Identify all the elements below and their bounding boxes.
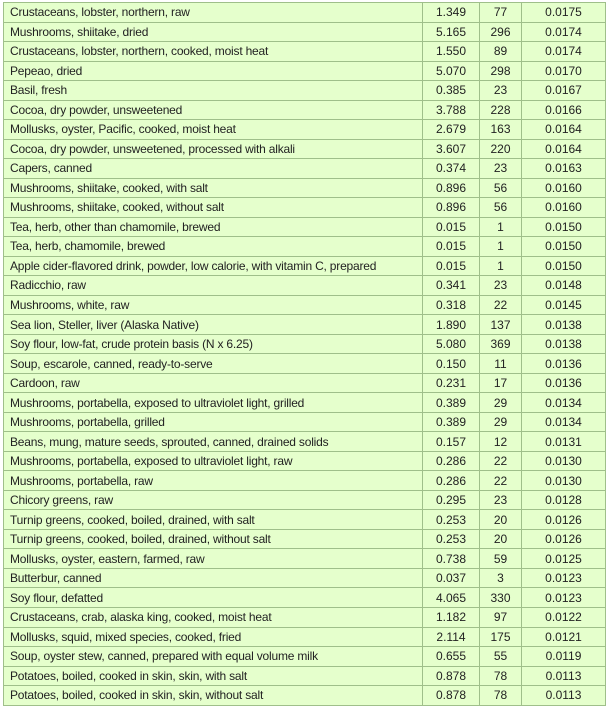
food-name-cell: Mushrooms, portabella, exposed to ultraviolet light, grilled — [4, 393, 423, 413]
calories-cell: 29 — [480, 412, 522, 432]
food-name-cell: Soy flour, defatted — [4, 588, 423, 608]
value-cell: 5.165 — [423, 22, 480, 42]
calories-cell: 23 — [480, 159, 522, 179]
ratio-cell: 0.0138 — [522, 315, 606, 335]
calories-cell: 23 — [480, 490, 522, 510]
ratio-cell: 0.0121 — [522, 627, 606, 647]
ratio-cell: 0.0136 — [522, 373, 606, 393]
ratio-cell: 0.0128 — [522, 490, 606, 510]
table-row — [4, 3, 606, 23]
table-row — [4, 412, 606, 432]
ratio-cell: 0.0150 — [522, 237, 606, 257]
table-row — [4, 315, 606, 335]
table-row — [4, 627, 606, 647]
calories-cell: 59 — [480, 549, 522, 569]
value-cell: 0.295 — [423, 490, 480, 510]
calories-cell: 97 — [480, 607, 522, 627]
table-row — [4, 276, 606, 296]
ratio-cell: 0.0126 — [522, 510, 606, 530]
ratio-cell: 0.0113 — [522, 666, 606, 686]
value-cell: 0.385 — [423, 81, 480, 101]
table-row — [4, 120, 606, 140]
table-row — [4, 354, 606, 374]
ratio-cell: 0.0125 — [522, 549, 606, 569]
ratio-cell: 0.0160 — [522, 178, 606, 198]
value-cell: 0.341 — [423, 276, 480, 296]
calories-cell: 137 — [480, 315, 522, 335]
table-row — [4, 666, 606, 686]
calories-cell: 330 — [480, 588, 522, 608]
calories-cell: 163 — [480, 120, 522, 140]
table-row — [4, 42, 606, 62]
table-row — [4, 198, 606, 218]
value-cell: 0.896 — [423, 178, 480, 198]
value-cell: 0.286 — [423, 451, 480, 471]
food-name-cell: Soup, escarole, canned, ready-to-serve — [4, 354, 423, 374]
ratio-cell: 0.0134 — [522, 412, 606, 432]
food-name-cell: Mushrooms, shiitake, dried — [4, 22, 423, 42]
food-name-cell: Mushrooms, portabella, grilled — [4, 412, 423, 432]
ratio-cell: 0.0138 — [522, 334, 606, 354]
food-name-cell: Cocoa, dry powder, unsweetened, processed with alkali — [4, 139, 423, 159]
value-cell: 3.788 — [423, 100, 480, 120]
ratio-cell: 0.0136 — [522, 354, 606, 374]
calories-cell: 22 — [480, 451, 522, 471]
ratio-cell: 0.0131 — [522, 432, 606, 452]
calories-cell: 1 — [480, 237, 522, 257]
value-cell: 2.679 — [423, 120, 480, 140]
value-cell: 0.389 — [423, 393, 480, 413]
value-cell: 0.015 — [423, 217, 480, 237]
calories-cell: 22 — [480, 295, 522, 315]
calories-cell: 29 — [480, 393, 522, 413]
table-row — [4, 588, 606, 608]
food-name-cell: Sea lion, Steller, liver (Alaska Native) — [4, 315, 423, 335]
calories-cell: 228 — [480, 100, 522, 120]
ratio-cell: 0.0174 — [522, 42, 606, 62]
table-row — [4, 373, 606, 393]
value-cell: 0.015 — [423, 237, 480, 257]
value-cell: 0.318 — [423, 295, 480, 315]
food-name-cell: Cardoon, raw — [4, 373, 423, 393]
calories-cell: 12 — [480, 432, 522, 452]
value-cell: 0.389 — [423, 412, 480, 432]
table-row — [4, 393, 606, 413]
food-name-cell: Potatoes, boiled, cooked in skin, skin, without salt — [4, 686, 423, 706]
calories-cell: 1 — [480, 217, 522, 237]
table-row — [4, 217, 606, 237]
ratio-cell: 0.0164 — [522, 120, 606, 140]
value-cell: 0.157 — [423, 432, 480, 452]
ratio-cell: 0.0130 — [522, 451, 606, 471]
table-row — [4, 22, 606, 42]
calories-cell: 20 — [480, 510, 522, 530]
ratio-cell: 0.0122 — [522, 607, 606, 627]
calories-cell: 77 — [480, 3, 522, 23]
ratio-cell: 0.0164 — [522, 139, 606, 159]
food-name-cell: Basil, fresh — [4, 81, 423, 101]
calories-cell: 23 — [480, 81, 522, 101]
food-name-cell: Radicchio, raw — [4, 276, 423, 296]
table-row — [4, 256, 606, 276]
food-name-cell: Cocoa, dry powder, unsweetened — [4, 100, 423, 120]
calories-cell: 20 — [480, 529, 522, 549]
value-cell: 5.070 — [423, 61, 480, 81]
table-row — [4, 549, 606, 569]
table-row — [4, 510, 606, 530]
table-row — [4, 471, 606, 491]
food-name-cell: Soup, oyster stew, canned, prepared with equal volume milk — [4, 647, 423, 667]
food-name-cell: Crustaceans, crab, alaska king, cooked, moist heat — [4, 607, 423, 627]
table-row — [4, 529, 606, 549]
calories-cell: 56 — [480, 198, 522, 218]
food-name-cell: Chicory greens, raw — [4, 490, 423, 510]
food-name-cell: Mushrooms, portabella, raw — [4, 471, 423, 491]
table-row — [4, 81, 606, 101]
table-row — [4, 568, 606, 588]
value-cell: 1.890 — [423, 315, 480, 335]
calories-cell: 11 — [480, 354, 522, 374]
table-row — [4, 139, 606, 159]
ratio-cell: 0.0167 — [522, 81, 606, 101]
food-name-cell: Butterbur, canned — [4, 568, 423, 588]
food-name-cell: Mushrooms, portabella, exposed to ultraviolet light, raw — [4, 451, 423, 471]
value-cell: 0.286 — [423, 471, 480, 491]
table-row — [4, 159, 606, 179]
calories-cell: 22 — [480, 471, 522, 491]
calories-cell: 78 — [480, 666, 522, 686]
table-row — [4, 295, 606, 315]
value-cell: 3.607 — [423, 139, 480, 159]
food-name-cell: Turnip greens, cooked, boiled, drained, with salt — [4, 510, 423, 530]
value-cell: 0.253 — [423, 510, 480, 530]
value-cell: 1.349 — [423, 3, 480, 23]
value-cell: 0.896 — [423, 198, 480, 218]
calories-cell: 56 — [480, 178, 522, 198]
calories-cell: 17 — [480, 373, 522, 393]
ratio-cell: 0.0119 — [522, 647, 606, 667]
value-cell: 0.037 — [423, 568, 480, 588]
ratio-cell: 0.0163 — [522, 159, 606, 179]
ratio-cell: 0.0150 — [522, 217, 606, 237]
calories-cell: 78 — [480, 686, 522, 706]
ratio-cell: 0.0160 — [522, 198, 606, 218]
calories-cell: 55 — [480, 647, 522, 667]
ratio-cell: 0.0130 — [522, 471, 606, 491]
table-row — [4, 451, 606, 471]
calories-cell: 220 — [480, 139, 522, 159]
table-body — [4, 3, 606, 706]
table-row — [4, 237, 606, 257]
value-cell: 4.065 — [423, 588, 480, 608]
value-cell: 0.878 — [423, 666, 480, 686]
value-cell: 0.878 — [423, 686, 480, 706]
ratio-cell: 0.0126 — [522, 529, 606, 549]
value-cell: 0.253 — [423, 529, 480, 549]
value-cell: 0.150 — [423, 354, 480, 374]
calories-cell: 23 — [480, 276, 522, 296]
ratio-cell: 0.0150 — [522, 256, 606, 276]
value-cell: 1.550 — [423, 42, 480, 62]
table-row — [4, 100, 606, 120]
food-name-cell: Mushrooms, shiitake, cooked, with salt — [4, 178, 423, 198]
ratio-cell: 0.0175 — [522, 3, 606, 23]
food-name-cell: Soy flour, low-fat, crude protein basis (N x 6.25) — [4, 334, 423, 354]
ratio-cell: 0.0113 — [522, 686, 606, 706]
value-cell: 0.655 — [423, 647, 480, 667]
value-cell: 0.374 — [423, 159, 480, 179]
food-name-cell: Beans, mung, mature seeds, sprouted, canned, drained solids — [4, 432, 423, 452]
value-cell: 5.080 — [423, 334, 480, 354]
value-cell: 0.738 — [423, 549, 480, 569]
ratio-cell: 0.0174 — [522, 22, 606, 42]
food-name-cell: Potatoes, boiled, cooked in skin, skin, with salt — [4, 666, 423, 686]
food-name-cell: Mollusks, oyster, eastern, farmed, raw — [4, 549, 423, 569]
calories-cell: 296 — [480, 22, 522, 42]
food-name-cell: Mollusks, squid, mixed species, cooked, fried — [4, 627, 423, 647]
nutrient-data-table — [3, 2, 606, 706]
table-row — [4, 490, 606, 510]
calories-cell: 175 — [480, 627, 522, 647]
ratio-cell: 0.0166 — [522, 100, 606, 120]
value-cell: 0.231 — [423, 373, 480, 393]
ratio-cell: 0.0123 — [522, 588, 606, 608]
calories-cell: 89 — [480, 42, 522, 62]
food-name-cell: Turnip greens, cooked, boiled, drained, without salt — [4, 529, 423, 549]
value-cell: 2.114 — [423, 627, 480, 647]
food-name-cell: Tea, herb, other than chamomile, brewed — [4, 217, 423, 237]
table-row — [4, 432, 606, 452]
calories-cell: 3 — [480, 568, 522, 588]
table-row — [4, 686, 606, 706]
value-cell: 1.182 — [423, 607, 480, 627]
calories-cell: 298 — [480, 61, 522, 81]
table-row — [4, 334, 606, 354]
ratio-cell: 0.0170 — [522, 61, 606, 81]
food-name-cell: Crustaceans, lobster, northern, cooked, moist heat — [4, 42, 423, 62]
food-name-cell: Mushrooms, shiitake, cooked, without salt — [4, 198, 423, 218]
food-name-cell: Tea, herb, chamomile, brewed — [4, 237, 423, 257]
ratio-cell: 0.0148 — [522, 276, 606, 296]
table-row — [4, 178, 606, 198]
table-row — [4, 61, 606, 81]
ratio-cell: 0.0123 — [522, 568, 606, 588]
table-row — [4, 607, 606, 627]
ratio-cell: 0.0145 — [522, 295, 606, 315]
food-name-cell: Capers, canned — [4, 159, 423, 179]
value-cell: 0.015 — [423, 256, 480, 276]
food-name-cell: Mollusks, oyster, Pacific, cooked, moist heat — [4, 120, 423, 140]
ratio-cell: 0.0134 — [522, 393, 606, 413]
food-name-cell: Pepeao, dried — [4, 61, 423, 81]
calories-cell: 369 — [480, 334, 522, 354]
calories-cell: 1 — [480, 256, 522, 276]
food-name-cell: Crustaceans, lobster, northern, raw — [4, 3, 423, 23]
food-name-cell: Apple cider-flavored drink, powder, low calorie, with vitamin C, prepared — [4, 256, 423, 276]
food-name-cell: Mushrooms, white, raw — [4, 295, 423, 315]
table-row — [4, 647, 606, 667]
